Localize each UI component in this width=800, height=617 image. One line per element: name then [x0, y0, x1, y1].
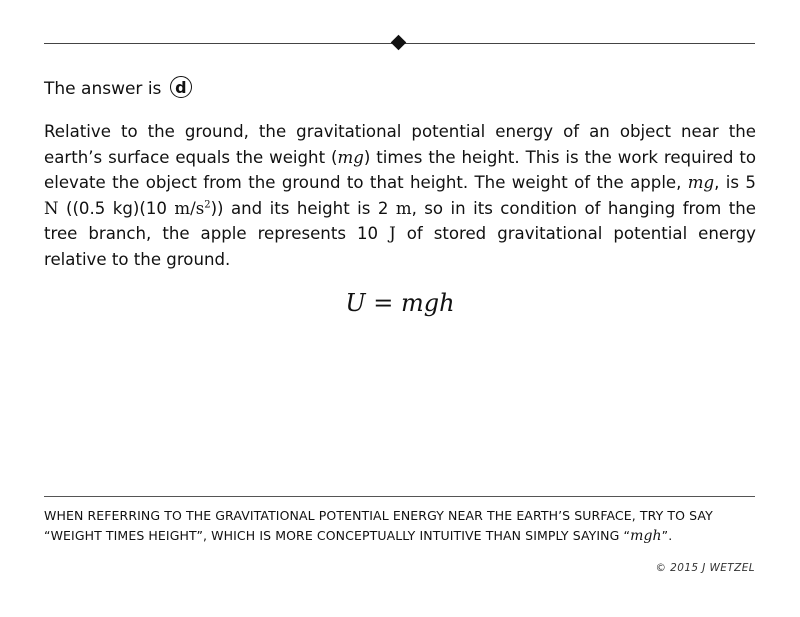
potential-energy-equation: U = mgh	[345, 289, 455, 317]
explanation-text-2: ) times the height. This is the work required to elevate the object from the ground to that height. The weight of the apple,	[44, 147, 756, 192]
footnote-text: WHEN REFERRING TO THE GRAVITATIONAL POTENTIAL ENERGY NEAR THE EARTH’S SURFACE, TRY TO SAY “WEIGHT TIMES HEIGHT”, WHICH IS MORE CONCEPTUALLY INTUITIVE THAN SIMPLY SAYING “	[44, 508, 713, 543]
bottom-divider	[44, 496, 755, 497]
answer-prefix: The answer is	[44, 79, 162, 99]
explanation-text-4: ((0.5 kg)(10	[58, 198, 175, 218]
explanation-paragraph	[44, 119, 756, 272]
copyright-notice: © 2015 J WETZEL	[655, 562, 755, 574]
divider-diamond-icon	[391, 35, 407, 51]
weight-symbol: mg	[337, 147, 364, 167]
acceleration-unit	[174, 199, 210, 218]
answer-line	[44, 77, 192, 101]
meter-unit: m	[395, 198, 412, 218]
newton-unit: N	[44, 198, 59, 218]
explanation-text-5: )) and its height is 2	[210, 198, 396, 218]
explanation-text-6: , so in its condition of hanging from the tree branch, the apple represents 10	[44, 198, 756, 243]
footnote-end: ”.	[661, 528, 673, 543]
footnote-mgh: mgh	[630, 528, 662, 544]
weight-symbol-2: mg	[687, 173, 715, 192]
answer-choice-badge: d	[170, 76, 192, 98]
explanation-text-3: , is 5	[714, 173, 756, 192]
joule-unit: J	[389, 224, 396, 243]
acceleration-unit-base: m/s	[174, 198, 205, 218]
explanation-text-1: Relative to the ground, the gravitational potential energy of an object near the earth’s surface equals the weight (	[44, 122, 756, 167]
acceleration-unit-exponent: 2	[204, 198, 211, 210]
footnote-tip	[44, 506, 756, 546]
explanation-text-7: of stored gravitational potential energy relative to the ground.	[44, 224, 757, 269]
